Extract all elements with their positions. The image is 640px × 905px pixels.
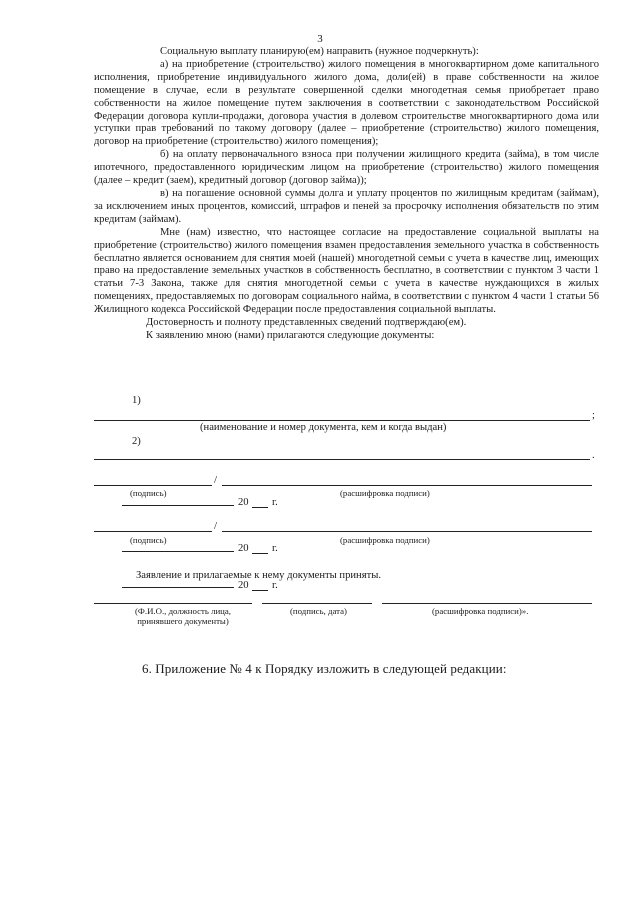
slash-1: / [214, 474, 218, 486]
intro-paragraph: Социальную выплату планирую(ем) направить (нужное подчеркнуть): [160, 46, 479, 57]
decode-line-3 [382, 593, 592, 604]
doc2-number: 2) [132, 436, 141, 447]
doc2-end: . [592, 450, 595, 461]
accepted-text: Заявление и прилагаемые к нему документы приняты. [136, 570, 381, 581]
date-line-2 [122, 541, 234, 552]
year-suffix-1: г. [272, 497, 278, 508]
decode-line-2 [222, 521, 592, 532]
date-line-1 [122, 495, 234, 506]
doc2-line [94, 449, 590, 460]
decode-label-2: (расшифровка подписи) [340, 535, 430, 545]
year-suffix-2: г. [272, 543, 278, 554]
consent-paragraph: Мне (нам) известно, что настоящее согласие на предоставление социальной выплаты на приобретение (строительство) жилого помещения взамен предоставления земельного участка в собственность бесплатно является основанием для снятия моей (нашей) многодетной семьи с учета в качестве лиц, имеющих право на предоставление земельных участков в собственность бесплатно, в соответствии с пунктом 3 части 1 статьи 7-3 Закона, также для снятия многодетной семьи с учета в качестве нуждающихся в жилых помещениях, предоставляемых по договорам социального найма, в соответствии с пунктом 4 части 1 статьи 56 Жилищного кодекса Российской Федерации после предоставления социальной выплаты. [94, 226, 599, 316]
sign-label-2: (подпись) [130, 535, 167, 545]
item-b-paragraph: б) на оплату первоначального взноса при получении жилищного кредита (займа), в том числе ипотечного, предоставленного юридическим лицом на приобретение (строительство) жилого помещения (далее – кредит (заем), кредитный договор (договор займа)); [94, 149, 599, 187]
official-label: (Ф.И.О., должность лица, принявшего документы) [134, 606, 231, 626]
signature-line-2 [94, 521, 212, 532]
doc1-end: ; [592, 410, 595, 421]
confirm-paragraph: Достоверность и полноту представленных сведений подтверждаю(ем). [146, 317, 467, 329]
year-prefix-2: 20 [238, 543, 249, 554]
doc1-line [94, 410, 590, 421]
year-line-2 [252, 543, 268, 554]
sign-date-line [262, 593, 372, 604]
year-line-1 [252, 497, 268, 508]
page-number: 3 [317, 33, 323, 45]
date-line-3 [122, 577, 234, 588]
doc1-number: 1) [132, 395, 141, 406]
year-suffix-3: г. [272, 580, 278, 591]
slash-2: / [214, 520, 218, 532]
year-prefix-3: 20 [238, 580, 249, 591]
sign-date-label: (подпись, дата) [290, 606, 347, 616]
section-heading: 6. Приложение № 4 к Порядку изложить в следующей редакции: [142, 661, 507, 676]
official-line [94, 593, 252, 604]
year-prefix-1: 20 [238, 497, 249, 508]
doc-caption: (наименование и номер документа, кем и когда выдан) [200, 422, 447, 433]
decode-line-1 [222, 475, 592, 486]
decode-label-1: (расшифровка подписи) [340, 488, 430, 498]
attach-paragraph: К заявлению мною (нами) прилагаются следующие документы: [146, 329, 435, 341]
decode-label-final: (расшифровка подписи)». [432, 606, 529, 616]
sign-label-1: (подпись) [130, 488, 167, 498]
item-a-paragraph: а) на приобретение (строительство) жилого помещения в многоквартирном доме капитального исполнения, приобретение индивидуального жилого дома, доли(ей) в праве собственности на жилое помещение в случае, если в результате совершенной сделки многодетная семья приобретает право собственности на жилое помещение путем заключения в соответствии с законодательством Российской Федерации договора купли-продажи, договора участия в долевом строительстве многоквартирного дома или уступки прав требований по такому договору (далее – приобретение (строительство) жилого помещения, договор на приобретение (строительство) жилого помещения); [94, 58, 599, 148]
document-body [94, 46, 599, 343]
signature-line-1 [94, 475, 212, 486]
item-v-paragraph: в) на погашение основной суммы долга и уплату процентов по жилищным кредитам (займам), за исключением иных процентов, комиссий, штрафов и пеней за просрочку исполнения обязательств по этим кредитам (займам). [94, 187, 599, 225]
year-line-3 [252, 580, 268, 591]
